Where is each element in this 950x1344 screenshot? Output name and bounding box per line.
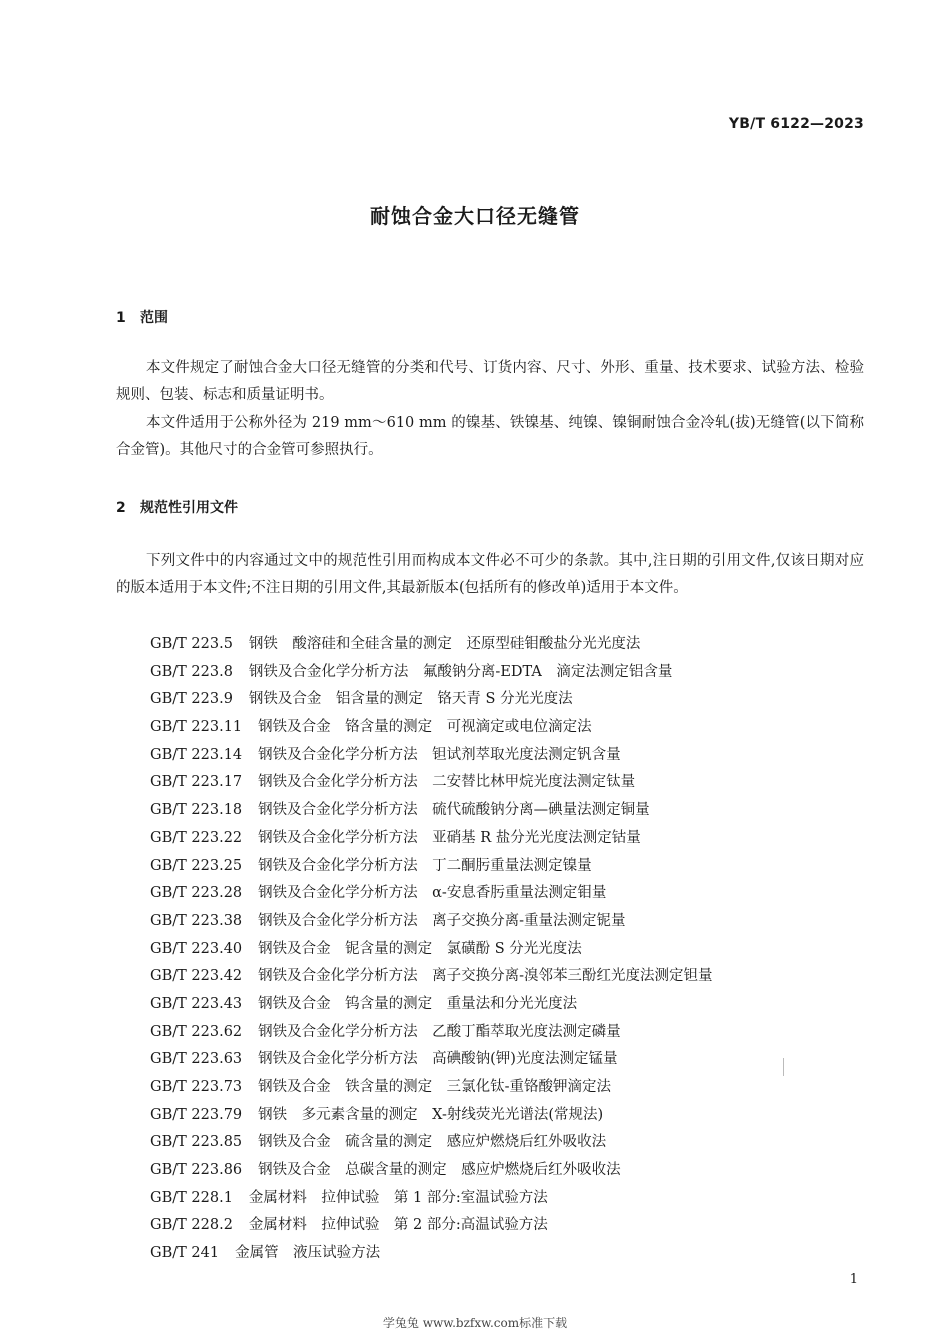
- page-number: 1: [849, 1272, 858, 1287]
- reference-title: 钢铁及合金化学分析方法 氟酸钠分离-EDTA 滴定法测定铝含量: [248, 663, 673, 680]
- section-1-number: 1: [116, 310, 126, 326]
- reference-code: GB/T 223.85: [150, 1134, 243, 1151]
- reference-item: [150, 825, 713, 853]
- reference-item: [150, 659, 713, 687]
- reference-item: [150, 1074, 713, 1102]
- reference-code: GB/T 223.5: [150, 636, 233, 652]
- reference-title: 钢铁及合金化学分析方法 硫代硫酸钠分离—碘量法测定铜量: [258, 802, 650, 819]
- reference-title: 钢铁及合金 铁含量的测定 三氯化钛-重铬酸钾滴定法: [258, 1079, 612, 1095]
- reference-title: 钢铁及合金化学分析方法 乙酸丁酯萃取光度法测定磷量: [258, 1023, 621, 1040]
- reference-title: 钢铁及合金 钨含量的测定 重量法和分光光度法: [258, 995, 578, 1012]
- reference-item: [150, 1129, 713, 1157]
- reference-item: [150, 631, 713, 659]
- watermark: 学兔兔 www.bzfxw.com标准下载: [382, 1316, 568, 1330]
- reference-title: 钢铁及合金 总碳含量的测定 感应炉燃烧后红外吸收法: [258, 1162, 621, 1179]
- section-1-heading: [116, 307, 168, 327]
- margin-mark: [783, 1058, 784, 1076]
- reference-code: GB/T 223.22: [150, 829, 243, 846]
- reference-code: GB/T 223.43: [150, 995, 243, 1012]
- reference-item: [150, 1157, 713, 1185]
- reference-title: 钢铁及合金化学分析方法 离子交换分离-重量法测定铌量: [258, 912, 626, 929]
- reference-code: GB/T 223.42: [150, 968, 243, 985]
- reference-item: [150, 936, 713, 964]
- reference-item: [150, 963, 713, 991]
- reference-item: [150, 1046, 713, 1074]
- reference-code: GB/T 223.14: [150, 746, 243, 763]
- reference-item: [150, 1019, 713, 1047]
- reference-code: GB/T 223.40: [150, 940, 243, 957]
- reference-code: GB/T 223.25: [150, 857, 243, 874]
- reference-code: GB/T 228.2: [150, 1217, 233, 1234]
- section-1-paragraph-1: 本文件规定了耐蚀合金大口径无缝管的分类和代号、订货内容、尺寸、外形、重量、技术要求、试验方法、检验规则、包装、标志和质量证明书。: [116, 360, 864, 403]
- reference-code: GB/T 223.18: [150, 802, 243, 819]
- reference-item: [150, 714, 713, 742]
- reference-code: GB/T 223.28: [150, 885, 243, 902]
- reference-list: [150, 631, 713, 1268]
- standard-code: YB/T 6122—2023: [728, 116, 864, 132]
- reference-title: 钢铁 酸溶硅和全硅含量的测定 还原型硅钼酸盐分光光度法: [248, 636, 641, 652]
- reference-title: 金属管 液压试验方法: [235, 1245, 381, 1262]
- reference-item: [150, 1212, 713, 1240]
- reference-item: [150, 686, 713, 714]
- reference-title: 钢铁及合金化学分析方法 亚硝基 R 盐分光光度法测定钴量: [258, 829, 641, 846]
- reference-code: GB/T 223.38: [150, 912, 243, 929]
- reference-title: 钢铁及合金化学分析方法 α-安息香肟重量法测定钼量: [258, 885, 607, 902]
- reference-title: 钢铁及合金 铝含量的测定 铬天青 S 分光光度法: [248, 691, 573, 708]
- reference-item: [150, 908, 713, 936]
- reference-code: GB/T 223.79: [150, 1106, 243, 1123]
- reference-code: GB/T 223.63: [150, 1051, 243, 1068]
- section-1-paragraph-2: 本文件适用于公称外径为 219 mm～610 mm 的镍基、铁镍基、纯镍、镍铜耐蚀合金冷轧(拔)无缝管(以下简称合金管)。其他尺寸的合金管可参照执行。: [116, 415, 864, 458]
- reference-item: [150, 769, 713, 797]
- reference-code: GB/T 228.1: [150, 1189, 233, 1206]
- reference-item: [150, 1185, 713, 1213]
- reference-title: 钢铁及合金 铌含量的测定 氯磺酚 S 分光光度法: [258, 940, 582, 957]
- reference-code: GB/T 223.86: [150, 1162, 243, 1179]
- section-2-number: 2: [116, 500, 126, 516]
- section-2-paragraph-1: 下列文件中的内容通过文中的规范性引用而构成本文件必不可少的条款。其中,注日期的引用文件,仅该日期对应的版本适用于本文件;不注日期的引用文件,其最新版本(包括所有的修改单)适用于本文件。: [116, 553, 864, 596]
- reference-item: [150, 1102, 713, 1130]
- section-2-heading: [116, 497, 238, 517]
- reference-title: 钢铁及合金 铬含量的测定 可视滴定或电位滴定法: [258, 719, 592, 736]
- reference-title: 钢铁及合金化学分析方法 钽试剂萃取光度法测定钒含量: [258, 746, 621, 763]
- section-1-title: 范围: [140, 310, 168, 326]
- reference-code: GB/T 223.17: [150, 774, 243, 791]
- reference-code: GB/T 223.62: [150, 1023, 243, 1040]
- reference-item: [150, 1240, 713, 1268]
- reference-item: [150, 880, 713, 908]
- reference-title: 金属材料 拉伸试验 第 2 部分:高温试验方法: [248, 1217, 548, 1234]
- section-2-title: 规范性引用文件: [140, 500, 238, 516]
- reference-code: GB/T 241: [150, 1245, 220, 1262]
- reference-code: GB/T 223.73: [150, 1079, 243, 1095]
- reference-title: 钢铁及合金 硫含量的测定 感应炉燃烧后红外吸收法: [258, 1134, 607, 1151]
- reference-title: 钢铁及合金化学分析方法 离子交换分离-溴邻苯三酚红光度法测定钽量: [258, 968, 713, 985]
- reference-title: 钢铁 多元素含量的测定 X-射线荧光光谱法(常规法): [258, 1106, 604, 1123]
- reference-item: [150, 742, 713, 770]
- reference-title: 钢铁及合金化学分析方法 丁二酮肟重量法测定镍量: [258, 857, 592, 874]
- reference-title: 钢铁及合金化学分析方法 高碘酸钠(钾)光度法测定锰量: [258, 1051, 618, 1068]
- reference-item: [150, 991, 713, 1019]
- reference-code: GB/T 223.8: [150, 663, 233, 680]
- document-title: 耐蚀合金大口径无缝管: [370, 204, 580, 228]
- reference-code: GB/T 223.9: [150, 691, 233, 708]
- reference-title: 钢铁及合金化学分析方法 二安替比林甲烷光度法测定钛量: [258, 774, 636, 791]
- reference-item: [150, 797, 713, 825]
- reference-item: [150, 853, 713, 881]
- reference-code: GB/T 223.11: [150, 719, 243, 736]
- reference-title: 金属材料 拉伸试验 第 1 部分:室温试验方法: [248, 1189, 548, 1206]
